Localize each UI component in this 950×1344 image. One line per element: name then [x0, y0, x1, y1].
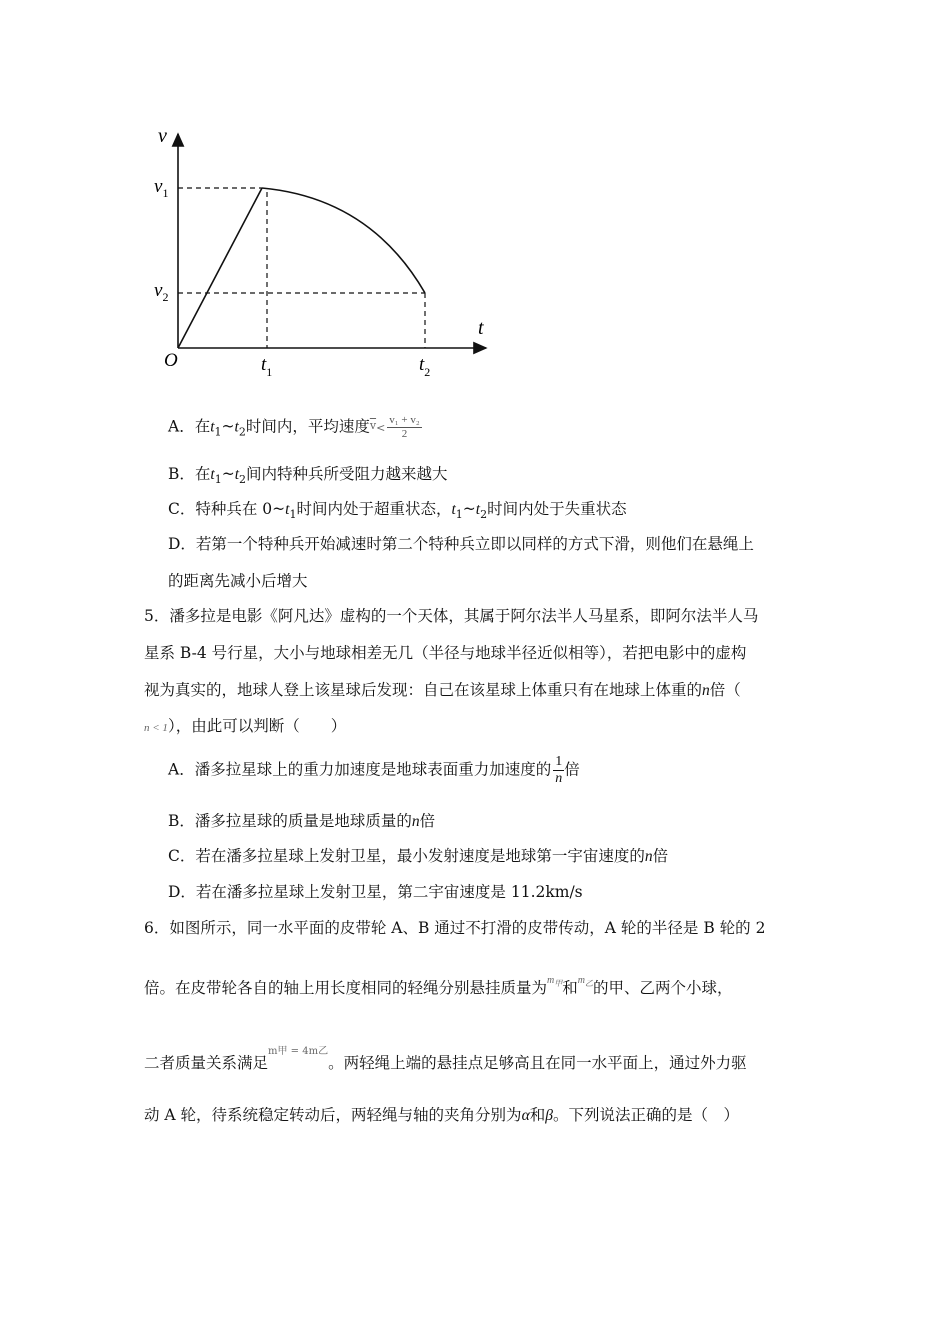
accel-segment	[178, 188, 262, 348]
q5-option-d[interactable]: D．若在潘多拉星球上发射卫星，第二宇宙速度是 11.2km/s	[168, 883, 583, 901]
q5-stem-line3: 视为真实的，地球人登上该星球后发现：自己在该星球上体重只有在地球上体重的n倍（	[144, 681, 741, 699]
velocity-time-graph	[140, 112, 500, 392]
q6-stem-line3: 二者质量关系满足$^{m甲 = 4m乙}$。两轻绳上端的悬挂点足够高且在同一水平面上，通过外力驱	[144, 1046, 747, 1072]
q4-option-d-cont: 的距离先减小后增大	[168, 572, 308, 590]
q6-stem-line2: 倍。在皮带轮各自的轴上用长度相同的轻绳分别悬挂质量为$^{m_甲}$和$^{m_乙}$的甲、乙两个小球，	[144, 975, 733, 997]
condition-n-lt-1: n < 1	[144, 722, 168, 734]
t2-label: $t_2$	[419, 354, 431, 379]
q4-option-d[interactable]: D．若第一个特种兵开始减速时第二个特种兵立即以同样的方式下滑，则他们在悬绳上	[168, 535, 754, 553]
q5-stem-line2: 星系 B-4 号行星，大小与地球相差无几（半径与地球半径近似相等），若把电影中的虚构	[144, 644, 747, 662]
q6-stem-line4: 动 A 轮，待系统稳定转动后，两轻绳与轴的夹角分别为α和β。下列说法正确的是（ ）	[144, 1106, 739, 1124]
mass-relation-eq: m甲 = 4m乙	[268, 1046, 329, 1057]
avg-fraction: $\frac{\text{v₁ + v₂}}{2}$	[389, 414, 420, 440]
origin-label: O	[164, 350, 178, 371]
q4-option-a[interactable]: A．在$t_1\sim t_2$时间内，平均速度$\overline{v}<$ $\frac{\text{v₁ + v₂}}{2}$	[168, 414, 420, 440]
q4-option-c[interactable]: C．特种兵在 $0\sim t_1$时间内处于超重状态，$t_1\sim t_2$时间内处于失重状态	[168, 500, 627, 522]
q5-option-a[interactable]: A．潘多拉星球上的重力加速度是地球表面重力加速度的 $\frac{1}{n}$ 倍	[168, 754, 580, 786]
one-over-n-fraction: $\frac{1}{n}$	[555, 754, 563, 786]
y-axis-label: v	[158, 125, 167, 147]
q4-option-b[interactable]: B．在$t_1\sim t_2$间内特种兵所受阻力越来越大	[168, 465, 448, 487]
v2-label: $v_2$	[154, 280, 169, 304]
q6-stem-line1: 6．如图所示，同一水平面的皮带轮 A、B 通过不打滑的皮带传动，A 轮的半径是 B 轮的 2	[144, 919, 766, 937]
v1-label: $v_1$	[154, 176, 169, 200]
q5-option-c[interactable]: C．若在潘多拉星球上发射卫星，最小发射速度是地球第一宇宙速度的n倍	[168, 847, 669, 865]
t1-label: $t_1$	[261, 354, 273, 379]
q5-stem-line4: n < 1），由此可以判断（ ）	[144, 717, 347, 735]
vbar-symbol: $\overline{v}$	[369, 418, 377, 432]
q5-stem-line1: 5．潘多拉是电影《阿凡达》虚构的一个天体，其属于阿尔法半人马星系，即阿尔法半人马	[144, 607, 759, 625]
x-axis-label: t	[478, 317, 484, 339]
decel-curve	[262, 188, 425, 293]
q5-option-b[interactable]: B．潘多拉星球的质量是地球质量的n倍	[168, 812, 436, 830]
